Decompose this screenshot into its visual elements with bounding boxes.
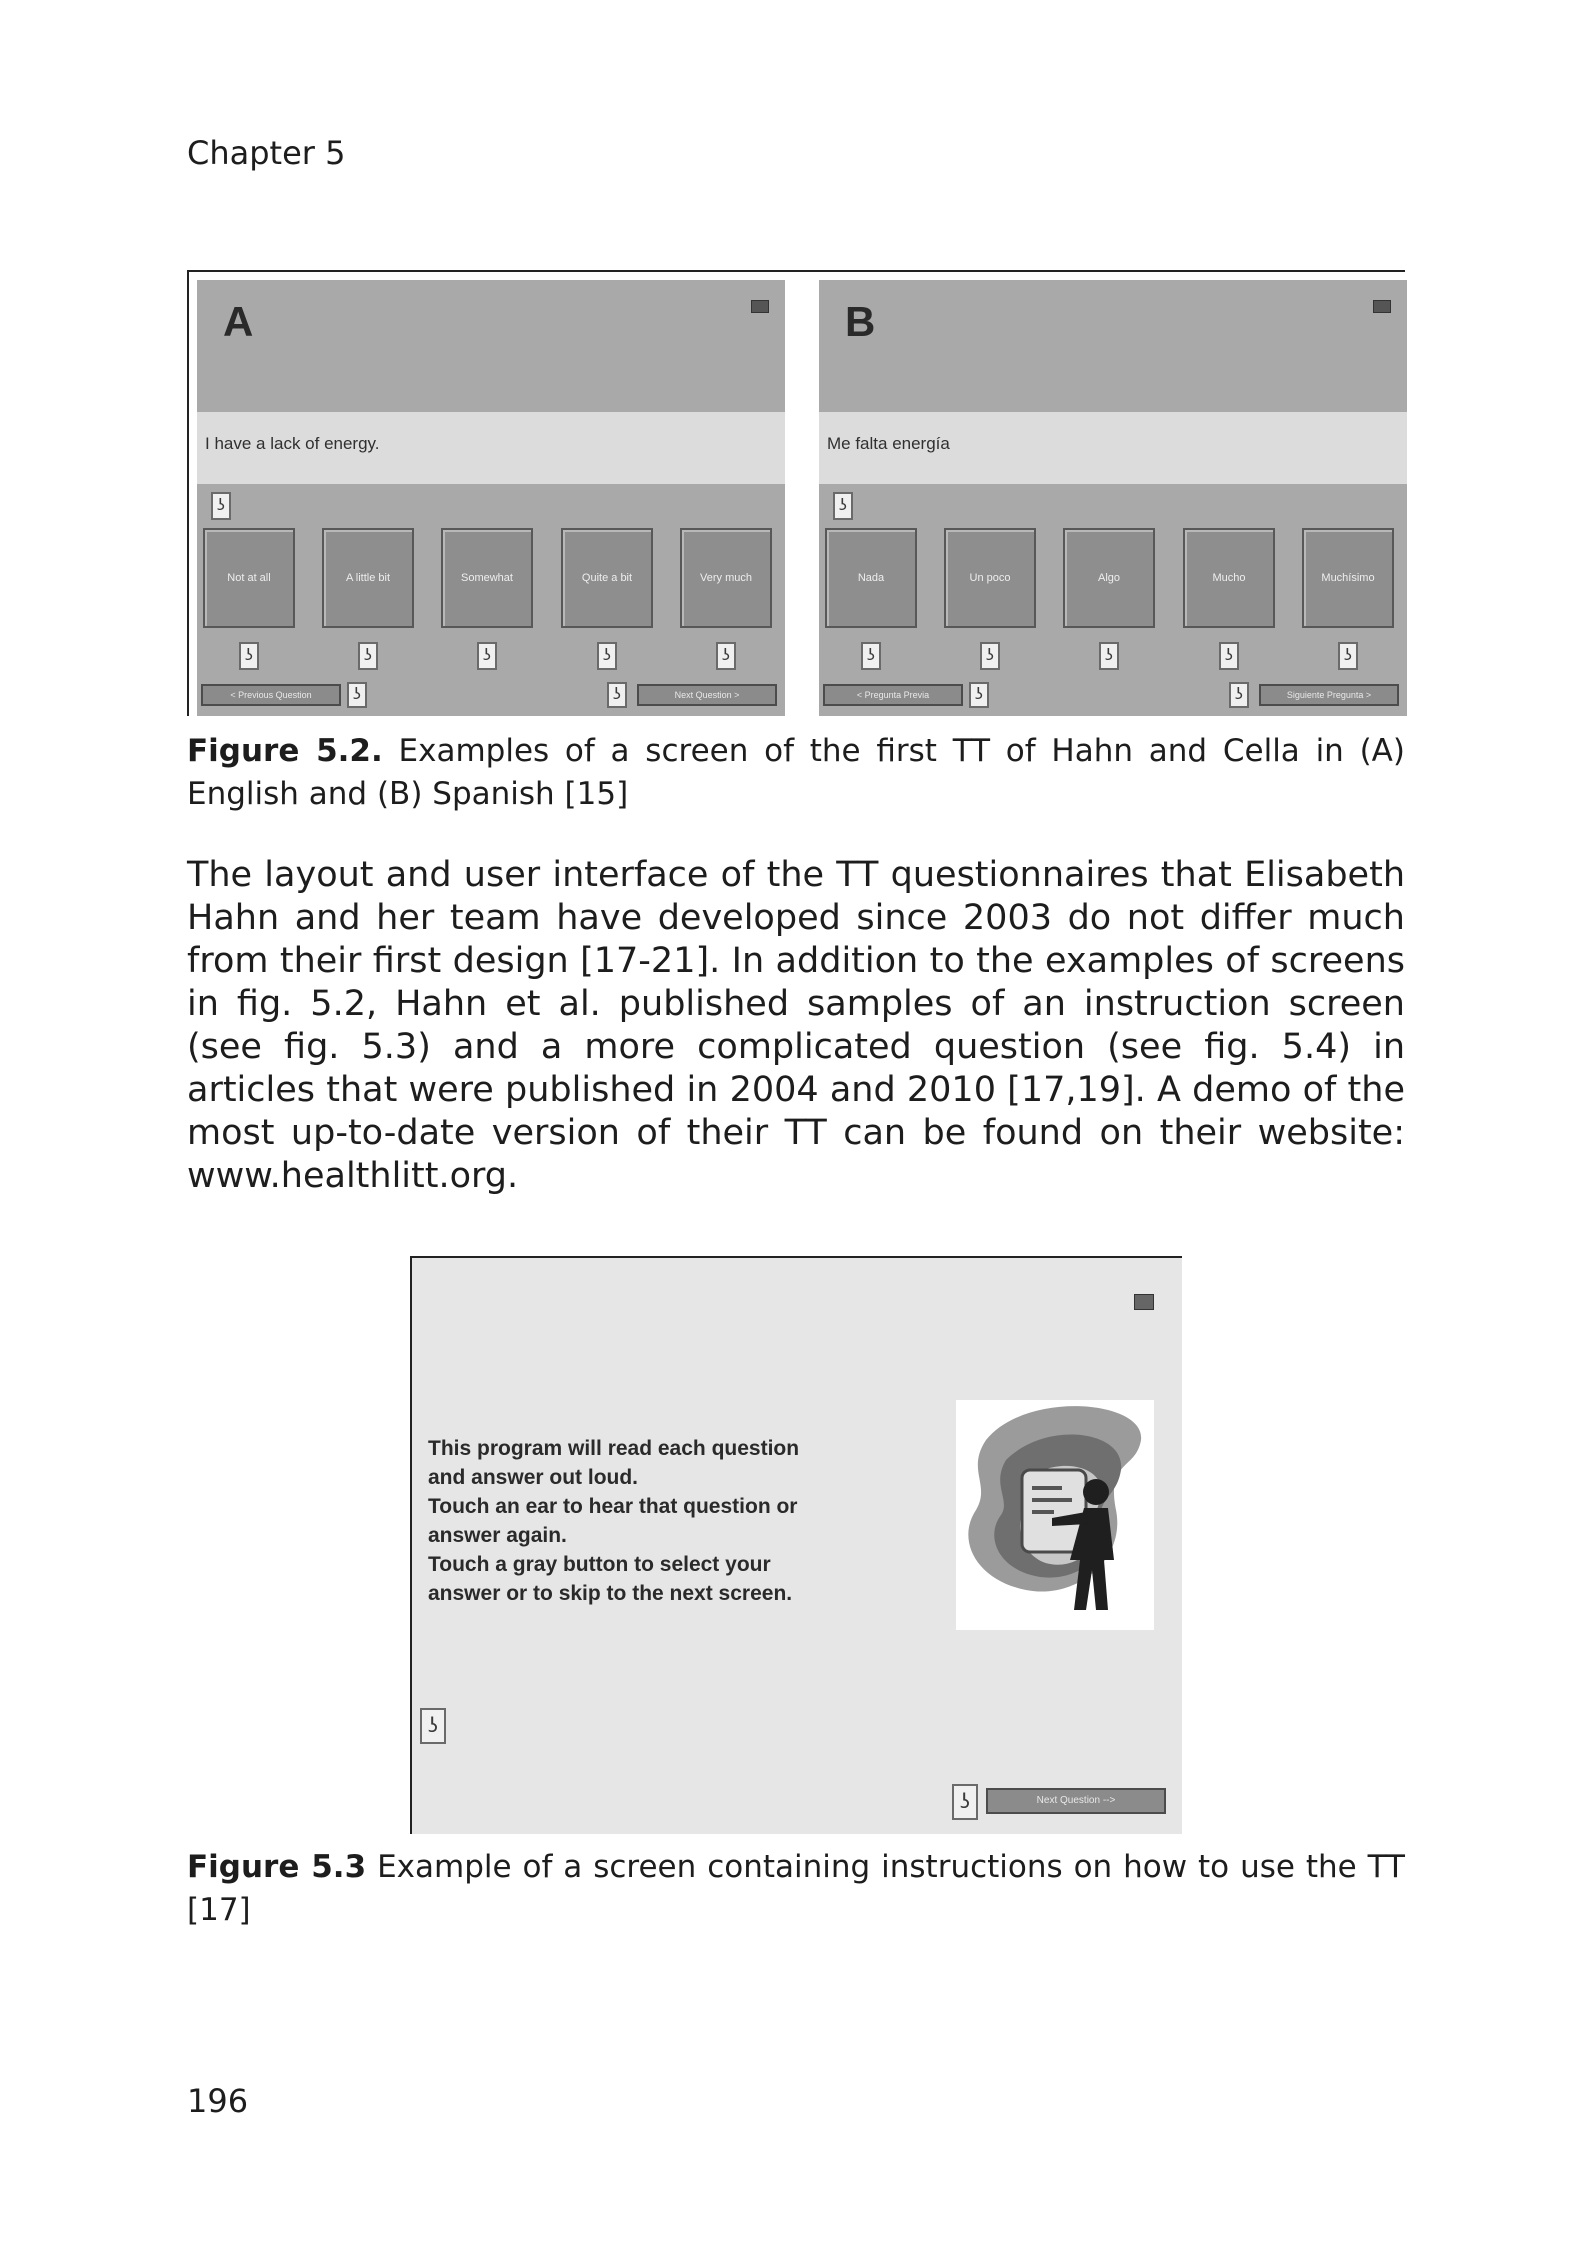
window-icon	[1134, 1294, 1154, 1310]
question-text: Me falta energía	[827, 434, 950, 453]
next-question-button[interactable]: Next Question -->	[986, 1788, 1166, 1814]
figure-5-3-caption	[187, 1846, 1405, 1932]
instruction-line: answer again.	[428, 1524, 567, 1547]
person-touching-screen-icon	[956, 1400, 1154, 1630]
caption-label: Figure 5.3	[187, 1849, 367, 1885]
figure-5-2	[187, 270, 1405, 716]
screen-panel-a	[197, 280, 785, 716]
next-question-button[interactable]: Siguiente Pregunta >	[1259, 684, 1399, 706]
ear-icon[interactable]: ʖ	[239, 642, 259, 670]
answer-button[interactable]: Somewhat	[441, 528, 533, 628]
ear-icon[interactable]: ʖ	[833, 492, 853, 520]
answer-button[interactable]: Not at all	[203, 528, 295, 628]
window-icon	[751, 300, 769, 313]
ear-icon[interactable]: ʖ	[347, 682, 367, 708]
answer-button[interactable]: Un poco	[944, 528, 1036, 628]
ear-icon[interactable]: ʖ	[980, 642, 1000, 670]
ear-icon[interactable]: ʖ	[861, 642, 881, 670]
ear-icon[interactable]: ʖ	[1229, 682, 1249, 708]
page-number: 196	[187, 2082, 249, 2120]
figure-5-3	[410, 1256, 1182, 1834]
caption-text: Examples of a screen of the first TT of Hahn and Cella in (A) English and (B) Spanish [15]	[187, 733, 1405, 812]
instruction-line: and answer out loud.	[428, 1466, 639, 1489]
figure-5-2-caption	[187, 730, 1405, 816]
ear-icon[interactable]: ʖ	[420, 1708, 446, 1744]
screen-panel-b	[819, 280, 1407, 716]
ear-icon[interactable]: ʖ	[716, 642, 736, 670]
question-band	[819, 412, 1407, 484]
answer-button[interactable]: Nada	[825, 528, 917, 628]
answer-button[interactable]: A little bit	[322, 528, 414, 628]
ear-icon[interactable]: ʖ	[477, 642, 497, 670]
instruction-line: This program will read each question	[428, 1437, 800, 1460]
answer-button[interactable]: Mucho	[1183, 528, 1275, 628]
caption-text: Example of a screen containing instructions on how to use the TT [17]	[187, 1849, 1405, 1928]
panel-letter-a: A	[223, 298, 254, 345]
question-text: I have a lack of energy.	[205, 434, 380, 453]
answer-button[interactable]: Very much	[680, 528, 772, 628]
ear-icon[interactable]: ʖ	[952, 1784, 978, 1820]
ear-icon[interactable]: ʖ	[1219, 642, 1239, 670]
panel-letter-b: B	[845, 298, 876, 345]
instruction-line: Touch a gray button to select your	[428, 1553, 771, 1576]
ear-icon[interactable]: ʖ	[358, 642, 378, 670]
caption-label: Figure 5.2.	[187, 733, 383, 769]
ear-icon[interactable]: ʖ	[607, 682, 627, 708]
answer-button[interactable]: Algo	[1063, 528, 1155, 628]
answer-button[interactable]: Quite a bit	[561, 528, 653, 628]
ear-icon[interactable]: ʖ	[1099, 642, 1119, 670]
ear-icon[interactable]: ʖ	[597, 642, 617, 670]
body-paragraph: The layout and user interface of the TT questionnaires that Elisabeth Hahn and her team have developed since 2003 do not differ much from their first design [17-21]. In addition to the examples of screens in fig. 5.2, Hahn et al. published samples of an instruction screen (see fig. 5.3) and a more complicated question (see fig. 5.4) in articles that were published in 2004 and 2010 [17,19]. A demo of the most up-to-date version of their TT can be found on their website: www.healthlitt.org.	[187, 855, 1405, 1196]
running-head: Chapter 5	[187, 134, 346, 172]
ear-icon[interactable]: ʖ	[1338, 642, 1358, 670]
next-question-button[interactable]: Next Question >	[637, 684, 777, 706]
ear-icon[interactable]: ʖ	[211, 492, 231, 520]
answer-button[interactable]: Muchísimo	[1302, 528, 1394, 628]
question-band	[197, 412, 785, 484]
instruction-line: answer or to skip to the next screen.	[428, 1582, 793, 1605]
previous-question-button[interactable]: < Previous Question	[201, 684, 341, 706]
touchscreen-illustration	[956, 1400, 1154, 1630]
instructions-text	[428, 1434, 858, 1608]
previous-question-button[interactable]: < Pregunta Previa	[823, 684, 963, 706]
window-icon	[1373, 300, 1391, 313]
ear-icon[interactable]: ʖ	[969, 682, 989, 708]
instruction-line: Touch an ear to hear that question or	[428, 1495, 798, 1518]
